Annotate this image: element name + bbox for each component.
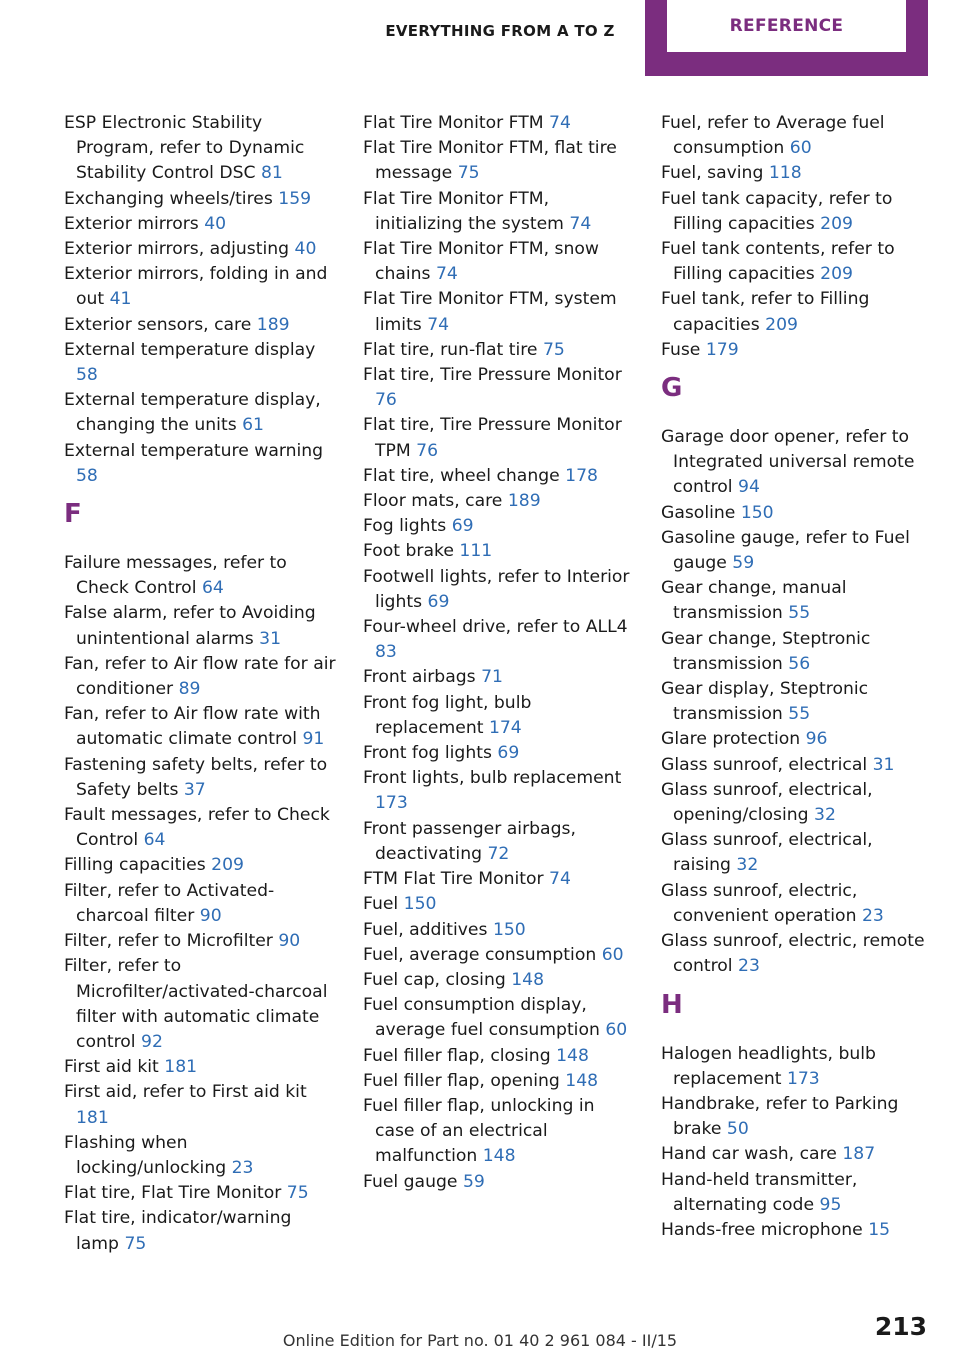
index-entry-text: Handbrake, refer to Parking brake [661, 1093, 899, 1140]
page-reference-link[interactable]: 95 [819, 1194, 842, 1215]
page-reference-link[interactable]: 60 [789, 138, 812, 159]
page-reference-link[interactable]: 23 [738, 956, 760, 977]
page-reference-link[interactable]: 189 [256, 314, 290, 335]
index-entry [661, 879, 933, 929]
section-title: EVERYTHING FROM A TO Z [385, 22, 615, 40]
page-reference-link[interactable]: 150 [403, 894, 437, 915]
page-reference-link[interactable]: 83 [375, 642, 397, 663]
page-reference-link[interactable]: 74 [435, 264, 458, 285]
letter-heading: H [661, 989, 683, 1020]
edition-footer: Online Edition for Part no. 01 40 2 961 084 - II/15 [282, 1331, 678, 1350]
index-entry-text: Filling capacities [64, 855, 206, 876]
index-entry [661, 161, 933, 186]
index-entry [363, 943, 635, 968]
page-reference-link[interactable]: 181 [76, 1107, 109, 1128]
index-entry-text: Fuel [363, 894, 399, 915]
index-entry [64, 702, 336, 752]
page-reference-link[interactable]: 76 [416, 440, 439, 461]
page-reference-link[interactable]: 91 [302, 729, 325, 750]
index-entry [64, 111, 336, 187]
page-reference-link[interactable]: 31 [872, 754, 895, 775]
page-reference-link[interactable]: 60 [601, 944, 624, 965]
index-entry-text: Floor mats, care [363, 491, 503, 512]
index-entry-text: Fuel, additives [363, 919, 488, 940]
index-entry-text: Front fog light, bulb replacement [363, 692, 532, 738]
index-entry-text: Glass sunroof, electric, convenient operation [661, 880, 858, 926]
index-entry [363, 665, 635, 690]
index-entry-text: Fuel, average consumption [363, 944, 597, 965]
index-entry-text: Failure messages, refer to Check Control [64, 553, 287, 599]
index-entry [64, 551, 336, 601]
page-reference-link[interactable]: 181 [164, 1057, 198, 1078]
page-reference-link[interactable]: 148 [482, 1146, 516, 1167]
index-entry [661, 111, 933, 161]
page-reference-link[interactable]: 58 [76, 465, 98, 486]
index-entry [363, 867, 635, 892]
index-entry-text: Exterior mirrors [64, 213, 199, 234]
index-entry [661, 501, 933, 526]
page-reference-link[interactable]: 148 [556, 1045, 589, 1066]
index-entry [64, 313, 336, 338]
index-entry [363, 691, 635, 741]
page-reference-link[interactable]: 71 [481, 667, 503, 688]
index-entry [64, 601, 336, 651]
page-reference-link[interactable]: 148 [565, 1070, 599, 1091]
index-entry [661, 1092, 933, 1142]
page-reference-link[interactable]: 81 [261, 163, 283, 184]
page-reference-link[interactable]: 92 [141, 1031, 163, 1052]
index-entry [363, 741, 635, 766]
index-entry [363, 565, 635, 615]
index-entry [661, 187, 933, 237]
page-reference-link[interactable]: 74 [427, 314, 450, 335]
index-entry [64, 187, 336, 212]
index-entry [661, 727, 933, 752]
index-entry [363, 1170, 635, 1195]
page-reference-link[interactable]: 23 [231, 1157, 254, 1178]
index-entry [64, 388, 336, 438]
index-entry [661, 237, 933, 287]
index-entry-text: Flashing when locking/unlocking [64, 1132, 227, 1178]
page-reference-link[interactable]: 55 [788, 603, 811, 624]
index-entry [661, 1168, 933, 1218]
index-entry [661, 287, 933, 337]
index-entry-text: Fuel tank capacity, refer to Filling capacities [661, 188, 893, 234]
index-entry [64, 1080, 336, 1130]
page-reference-link[interactable]: 72 [487, 843, 510, 864]
index-entry [661, 828, 933, 878]
page-reference-link[interactable]: 15 [868, 1219, 891, 1240]
index-entry [661, 526, 933, 576]
index-entry-text: Flat tire, indicator/warning lamp [64, 1208, 292, 1254]
page-reference-link[interactable]: 148 [511, 969, 545, 990]
page-reference-link[interactable]: 209 [820, 264, 853, 285]
index-entry-text: Fault messages, refer to Check Control [64, 805, 330, 851]
index-entry [363, 237, 635, 287]
page-reference-link[interactable]: 90 [199, 905, 222, 926]
index-entry [363, 918, 635, 943]
index-entry-text: Fuel tank, refer to Filling capacities [661, 289, 870, 335]
index-entry-text: Four-wheel drive, refer to ALL4 [363, 617, 628, 638]
index-entry-text: Garage door opener, refer to Integrated universal remote control [661, 427, 915, 498]
page-reference-link[interactable]: 75 [124, 1233, 147, 1254]
index-entry [661, 677, 933, 727]
index-entry [363, 489, 635, 514]
page-reference-link[interactable]: 173 [375, 793, 408, 814]
page-reference-link[interactable]: 37 [183, 779, 206, 800]
index-entry-text: Flat Tire Monitor FTM, system limits [363, 289, 617, 335]
page-reference-link[interactable]: 31 [259, 628, 282, 649]
index-entry-text: Exterior mirrors, folding in and out [64, 264, 328, 310]
letter-heading: F [64, 499, 82, 530]
index-entry-text: Fuel tank contents, refer to Filling capacities [661, 239, 895, 285]
index-entry-text: Flat tire, Tire Pressure Monitor [363, 365, 622, 386]
page-reference-link[interactable]: 56 [788, 653, 811, 674]
page-reference-link[interactable]: 59 [462, 1171, 485, 1192]
index-entry [363, 766, 635, 816]
chapter-tab[interactable] [645, 0, 928, 76]
page-reference-link[interactable]: 40 [294, 239, 317, 260]
page-reference-link[interactable]: 61 [242, 415, 264, 436]
index-entry-text: External temperature warning [64, 440, 324, 461]
page-reference-link[interactable]: 96 [805, 729, 828, 750]
index-entry [64, 853, 336, 878]
page-reference-link[interactable]: 23 [861, 905, 884, 926]
index-entry-text: Footwell lights, refer to Interior lights [363, 566, 630, 612]
index-entry [64, 929, 336, 954]
page-reference-link[interactable]: 90 [278, 931, 301, 952]
page-reference-link[interactable]: 178 [565, 465, 598, 486]
index-entry [363, 968, 635, 993]
index-entry-text: FTM Flat Tire Monitor [363, 869, 544, 890]
index-entry [661, 425, 933, 501]
page-reference-link[interactable]: 111 [459, 541, 493, 562]
page-reference-link[interactable]: 50 [726, 1119, 749, 1140]
index-entry-text: Gear change, Steptronic transmission [661, 628, 871, 674]
index-entry [661, 1218, 933, 1243]
index-entry [661, 576, 933, 626]
index-entry-text: Flat Tire Monitor FTM, flat tire message [363, 138, 617, 184]
index-entry [363, 892, 635, 917]
index-entry-text: Fuel gauge [363, 1171, 458, 1192]
index-entry [64, 954, 336, 1055]
index-entry-text: Hand car wash, care [661, 1144, 837, 1165]
page-reference-link[interactable]: 59 [732, 553, 755, 574]
page-reference-link[interactable]: 179 [705, 339, 739, 360]
page-reference-link[interactable]: 75 [542, 339, 565, 360]
index-entry-text: Fan, refer to Air flow rate with automatic climate control [64, 704, 321, 750]
page-reference-link[interactable]: 69 [451, 516, 474, 537]
page-reference-link[interactable]: 187 [842, 1144, 876, 1165]
index-entry-text: Flat Tire Monitor FTM, snow chains [363, 239, 599, 285]
index-entry-text: Front fog lights [363, 743, 492, 764]
page-reference-link[interactable]: 58 [76, 365, 98, 386]
page-reference-link[interactable]: 209 [211, 855, 244, 876]
page-reference-link[interactable]: 94 [738, 477, 760, 498]
index-entry-text: Gasoline gauge, refer to Fuel gauge [661, 527, 910, 574]
page-reference-link[interactable]: 75 [286, 1183, 309, 1204]
page-reference-link[interactable]: 41 [109, 289, 132, 310]
index-entry-text: Glass sunroof, electrical [661, 754, 868, 775]
page-reference-link[interactable]: 60 [605, 1020, 628, 1041]
index-entry-text: Filter, refer to Microfilter/activated-charcoal filter with automatic climate control [64, 956, 328, 1052]
page-reference-link[interactable]: 74 [549, 869, 571, 890]
index-entry [363, 187, 635, 237]
index-entry-text: Glass sunroof, electric, remote control [661, 931, 925, 977]
index-entry-text: Fuse [661, 339, 701, 360]
index-entry-text: Glass sunroof, electrical, opening/closing [661, 779, 873, 826]
index-entry-text: Fuel, refer to Average fuel consumption [661, 113, 885, 159]
index-entry [661, 753, 933, 778]
index-entry [363, 1069, 635, 1094]
index-entry [661, 627, 933, 677]
index-entry-text: False alarm, refer to Avoiding unintentional alarms [64, 603, 316, 649]
index-entry [363, 539, 635, 564]
index-entry-text: Fuel consumption display, average fuel consumption [363, 995, 600, 1041]
page-reference-link[interactable]: 173 [786, 1068, 820, 1089]
index-entry [64, 803, 336, 853]
index-entry-text: External temperature display [64, 339, 316, 360]
index-entry [363, 464, 635, 489]
index-entry [64, 338, 336, 388]
index-entry-text: Fuel filler flap, unlocking in case of an electrical malfunction [363, 1095, 595, 1167]
index-entry-text: Flat Tire Monitor FTM [363, 113, 544, 133]
index-entry [363, 413, 635, 463]
page-reference-link[interactable]: 75 [457, 163, 480, 184]
index-entry [64, 237, 336, 262]
index-column-1 [64, 111, 336, 1257]
index-entry-text: Front airbags [363, 667, 476, 688]
index-entry [661, 1042, 933, 1092]
index-entry-text: External temperature display, changing the units [64, 390, 321, 436]
index-entry-text: Flat tire, run-flat tire [363, 339, 538, 360]
index-entry-text: Exchanging wheels/tires [64, 188, 273, 209]
index-entry [64, 753, 336, 803]
index-entry [363, 338, 635, 363]
index-entry [64, 1206, 336, 1256]
letter-heading: G [661, 373, 683, 404]
index-entry-text: Fuel filler flap, closing [363, 1045, 551, 1066]
index-column-2 [363, 111, 635, 1195]
index-entry [363, 993, 635, 1043]
index-entry-text: Exterior sensors, care [64, 314, 252, 335]
page-reference-link[interactable]: 174 [488, 717, 522, 738]
index-entry [661, 929, 933, 979]
page-reference-link[interactable]: 32 [814, 805, 836, 826]
index-entry [64, 439, 336, 489]
index-entry-text: Flat tire, Tire Pressure Monitor TPM [363, 415, 622, 461]
page-reference-link[interactable]: 76 [375, 390, 397, 411]
index-entry-text: Fuel, saving [661, 163, 764, 184]
page-reference-link[interactable]: 189 [507, 491, 541, 512]
page-reference-link[interactable]: 150 [740, 502, 774, 523]
index-entry-text: Fog lights [363, 516, 447, 537]
index-entry-text: Fuel cap, closing [363, 969, 506, 990]
index-entry-text: Flat Tire Monitor FTM, initializing the system [363, 188, 564, 234]
index-entry [363, 615, 635, 665]
index-entry [64, 652, 336, 702]
index-column-3 [661, 111, 933, 1243]
page-reference-link[interactable]: 40 [204, 213, 227, 234]
index-entry-text: Glare protection [661, 729, 801, 750]
index-entry-text: Glass sunroof, electrical, raising [661, 830, 873, 876]
page-reference-link[interactable]: 74 [569, 213, 592, 234]
page-reference-link[interactable]: 118 [768, 163, 802, 184]
index-entry-text: Exterior mirrors, adjusting [64, 239, 290, 260]
index-entry [363, 1094, 635, 1170]
index-entry-text: Gear display, Steptronic transmission [661, 679, 869, 725]
index-entry [64, 1181, 336, 1206]
index-entry-text: Front lights, bulb replacement [363, 768, 622, 789]
page-reference-link[interactable]: 150 [492, 919, 526, 940]
index-entry-text: Hands-free microphone [661, 1219, 863, 1240]
index-entry [661, 778, 933, 828]
index-entry [363, 111, 635, 136]
page-reference-link[interactable]: 64 [201, 578, 224, 599]
page-reference-link[interactable]: 209 [820, 213, 853, 234]
index-entry-text: Foot brake [363, 541, 454, 562]
index-entry-text: Fan, refer to Air flow rate for air conditioner [64, 653, 336, 700]
index-entry-text: Gear change, manual transmission [661, 578, 847, 624]
page-reference-link[interactable]: 55 [788, 704, 811, 725]
index-entry [661, 338, 933, 363]
index-entry-text: First aid kit [64, 1057, 159, 1078]
page-reference-link[interactable]: 89 [178, 679, 201, 700]
index-entry [64, 212, 336, 237]
page-reference-link[interactable]: 69 [497, 743, 520, 764]
index-entry-text: First aid, refer to First aid kit [64, 1082, 307, 1103]
index-entry [363, 363, 635, 413]
index-entry [64, 1131, 336, 1181]
page-reference-link[interactable]: 74 [549, 113, 571, 133]
page-reference-link[interactable]: 69 [427, 591, 450, 612]
index-entry [64, 1055, 336, 1080]
page-reference-link[interactable]: 32 [736, 855, 759, 876]
page-number: 213 [874, 1312, 927, 1341]
index-entry-text: ESP Electronic Stability Program, refer to Dynamic Stability Control DSC [64, 113, 305, 184]
index-entry-text: Flat tire, wheel change [363, 465, 560, 486]
page-reference-link[interactable]: 64 [143, 830, 166, 851]
index-entry [363, 1044, 635, 1069]
index-entry-text: Gasoline [661, 502, 736, 523]
chapter-tab-label: REFERENCE [667, 0, 906, 52]
index-entry [64, 262, 336, 312]
index-entry-text: Halogen headlights, bulb replacement [661, 1043, 876, 1089]
index-entry-text: Filter, refer to Activated-charcoal filter [64, 880, 275, 926]
index-entry-text: Hand-held transmitter, alternating code [661, 1169, 858, 1215]
index-entry-text: Fuel filler flap, opening [363, 1070, 560, 1091]
index-entry [363, 287, 635, 337]
index-entry [363, 514, 635, 539]
index-entry-text: Fastening safety belts, refer to Safety belts [64, 754, 328, 800]
index-entry [363, 136, 635, 186]
index-entry [661, 1142, 933, 1167]
index-entry [64, 879, 336, 929]
index-entry-text: Front passenger airbags, deactivating [363, 818, 576, 864]
index-entry-text: Filter, refer to Microfilter [64, 931, 273, 952]
index-entry [363, 817, 635, 867]
index-entry-text: Flat tire, Flat Tire Monitor [64, 1183, 282, 1204]
page-reference-link[interactable]: 159 [278, 188, 312, 209]
page-reference-link[interactable]: 209 [765, 314, 798, 335]
